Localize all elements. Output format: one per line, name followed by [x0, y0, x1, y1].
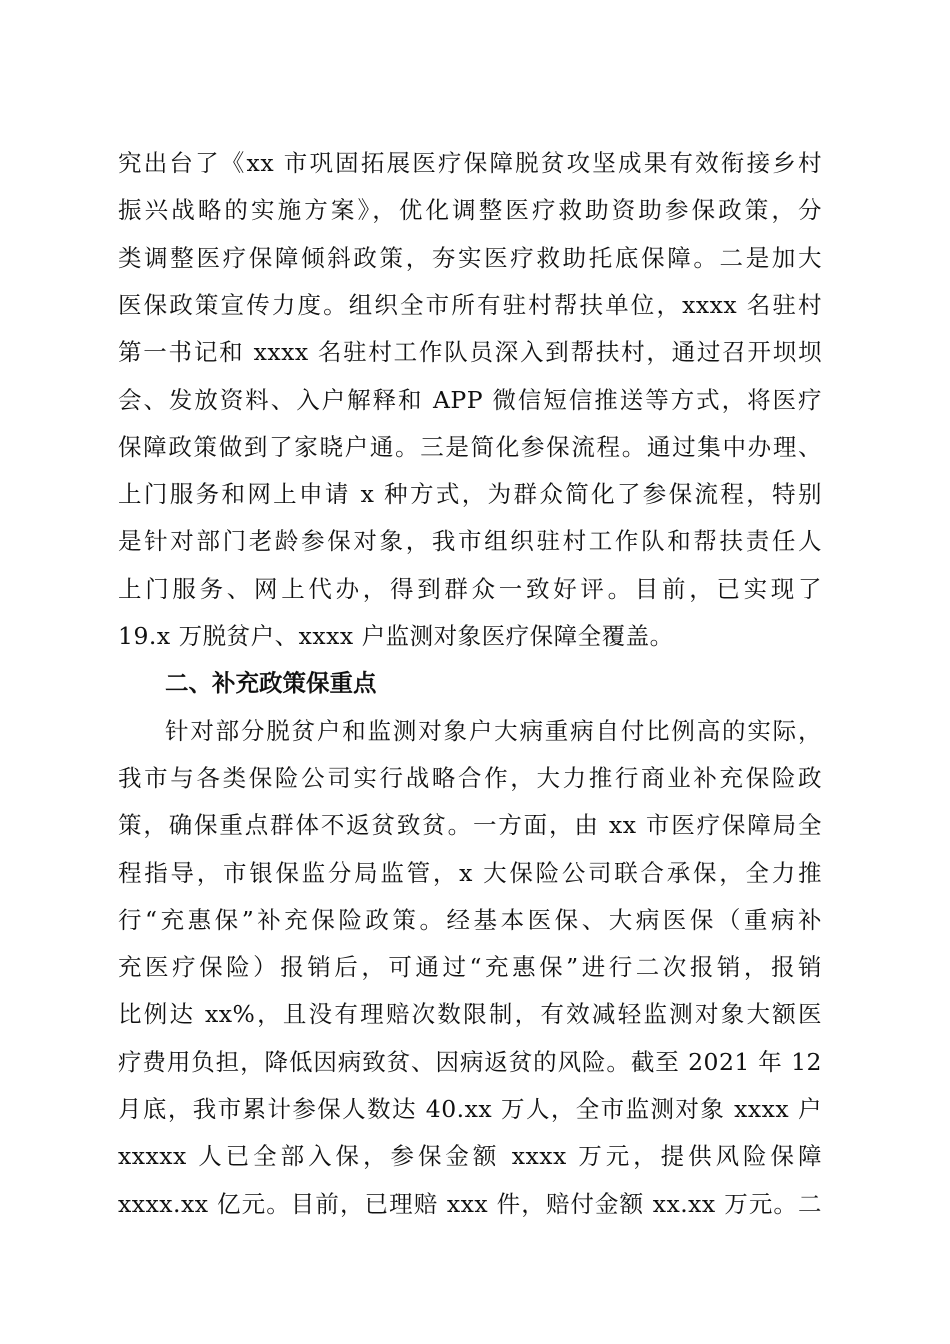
text-line: 究出台了《xx 市巩固拓展医疗保障脱贫攻坚成果有效衔接乡村 — [118, 149, 822, 177]
text-line: 医保政策宣传力度。组织全市所有驻村帮扶单位，xxxx 名驻村 — [118, 290, 822, 319]
text-line: 程指导，市银保监分局监管，x 大保险公司联合承保，全力推 — [118, 858, 822, 887]
text-line: 类调整医疗保障倾斜政策，夯实医疗救助托底保障。二是加大 — [118, 243, 822, 272]
text-line: 行“充惠保”补充保险政策。经基本医保、大病医保（重病补 — [118, 905, 822, 934]
text-line: 比例达 xx%，且没有理赔次数限制，有效减轻监测对象大额医 — [118, 1000, 822, 1029]
text-line: 会、发放资料、入户解释和 APP 微信短信推送等方式，将医疗 — [118, 385, 822, 414]
text-line: 上门服务、网上代办，得到群众一致好评。目前，已实现了 — [118, 574, 822, 603]
text-line: 针对部分脱贫户和监测对象户大病重病自付比例高的实际， — [165, 716, 822, 745]
text-line: xxxx.xx 亿元。目前，已理赔 xxx 件，赔付金额 xx.xx 万元。二 — [118, 1189, 822, 1218]
text-line: 我市与各类保险公司实行战略合作，大力推行商业补充保险政 — [118, 763, 822, 792]
text-line: 第一书记和 xxxx 名驻村工作队员深入到帮扶村，通过召开坝坝 — [118, 338, 822, 367]
text-line: 策，确保重点群体不返贫致贫。一方面，由 xx 市医疗保障局全 — [118, 811, 822, 840]
text-line: 保障政策做到了家晓户通。三是简化参保流程。通过集中办理、 — [118, 432, 822, 461]
text-line: 是针对部门老龄参保对象，我市组织驻村工作队和帮扶责任人 — [118, 527, 822, 556]
text-line: 充医疗保险）报销后，可通过“充惠保”进行二次报销，报销 — [118, 953, 822, 982]
text-line: xxxxx 人已全部入保，参保金额 xxxx 万元，提供风险保障 — [118, 1142, 822, 1171]
section-heading: 二、补充政策保重点 — [165, 669, 377, 698]
text-line: 月底，我市累计参保人数达 40.xx 万人，全市监测对象 xxxx 户 — [118, 1095, 822, 1123]
text-line: 振兴战略的实施方案》，优化调整医疗救助资助参保政策，分 — [118, 196, 822, 225]
text-line: 疗费用负担，降低因病致贫、因病返贫的风险。截至 2021 年 12 — [118, 1047, 822, 1076]
text-line: 19.x 万脱贫户、xxxx 户监测对象医疗保障全覆盖。 — [118, 622, 674, 650]
text-line: 上门服务和网上申请 x 种方式，为群众简化了参保流程，特别 — [118, 480, 822, 509]
